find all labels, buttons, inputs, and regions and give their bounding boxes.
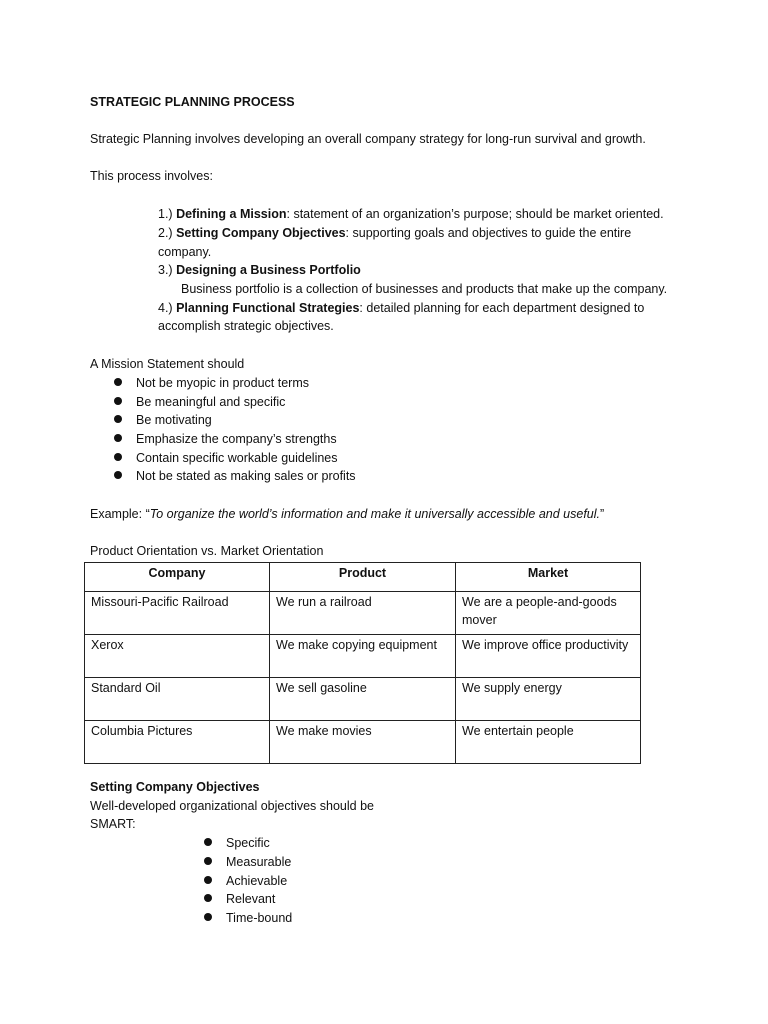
market-cell: We entertain people: [456, 721, 641, 764]
table-row: [85, 635, 641, 678]
bullet-icon: [204, 857, 212, 865]
smart-item: Specific: [226, 836, 270, 850]
bullet-icon: [114, 397, 122, 405]
mission-item: Emphasize the company’s strengths: [136, 432, 337, 446]
smart-item: Achievable: [226, 874, 288, 888]
step-3-description: Business portfolio is a collection of businesses and products that make up the company.: [181, 282, 668, 296]
step-2: 2.) Setting Company Objectives: supporting goals and objectives to guide the entire: [158, 226, 632, 240]
bullet-icon: [114, 378, 122, 386]
company-cell: Missouri-Pacific Railroad: [85, 592, 270, 635]
mission-item: Not be stated as making sales or profits: [136, 469, 356, 483]
smart-item: Measurable: [226, 855, 292, 869]
column-header-product: Product: [270, 563, 456, 592]
market-cell: We improve office productivity: [456, 635, 641, 678]
mission-item: Not be myopic in product terms: [136, 376, 309, 390]
objectives-line-1: Well-developed organizational objectives should be: [90, 799, 374, 813]
market-cell: We are a people-and-goods mover: [456, 592, 641, 635]
column-header-market: Market: [456, 563, 641, 592]
mission-item: Be meaningful and specific: [136, 395, 286, 409]
objectives-heading: Setting Company Objectives: [90, 780, 260, 794]
bullet-icon: [204, 876, 212, 884]
table-row: [85, 592, 641, 635]
step-1: 1.) Defining a Mission: statement of an organization’s purpose; should be market oriented.: [158, 207, 664, 221]
smart-item: Relevant: [226, 892, 276, 906]
table-header-row: [85, 563, 641, 592]
bullet-icon: [204, 894, 212, 902]
mission-lead: A Mission Statement should: [90, 357, 245, 371]
step-4-continuation: accomplish strategic objectives.: [158, 319, 334, 333]
bullet-icon: [114, 453, 122, 461]
objectives-line-2: SMART:: [90, 817, 136, 831]
company-cell: Xerox: [85, 635, 270, 678]
example-line: Example: “To organize the world’s information and make it universally accessible and useful.”: [90, 507, 605, 521]
step-3: 3.) Designing a Business Portfolio: [158, 263, 361, 277]
column-header-company: Company: [85, 563, 270, 592]
company-cell: Columbia Pictures: [85, 721, 270, 764]
table-row: [85, 678, 641, 721]
bullet-icon: [204, 913, 212, 921]
company-cell: Standard Oil: [85, 678, 270, 721]
product-cell: We sell gasoline: [270, 678, 456, 721]
product-cell: We make movies: [270, 721, 456, 764]
intro-paragraph: Strategic Planning involves developing an overall company strategy for long-run survival and growth.: [90, 132, 646, 146]
orientation-table: [84, 562, 641, 764]
product-cell: We run a railroad: [270, 592, 456, 635]
step-2-continuation: company.: [158, 245, 212, 259]
table-caption: Product Orientation vs. Market Orientation: [90, 544, 324, 558]
smart-item: Time-bound: [226, 911, 293, 925]
bullet-icon: [114, 471, 122, 479]
table-row: [85, 721, 641, 764]
bullet-icon: [204, 838, 212, 846]
mission-item: Contain specific workable guidelines: [136, 451, 338, 465]
process-lead: This process involves:: [90, 169, 213, 183]
document-title: STRATEGIC PLANNING PROCESS: [90, 95, 295, 109]
step-4: 4.) Planning Functional Strategies: detailed planning for each department designed to: [158, 301, 645, 315]
mission-item: Be motivating: [136, 413, 212, 427]
bullet-icon: [114, 434, 122, 442]
bullet-icon: [114, 415, 122, 423]
market-cell: We supply energy: [456, 678, 641, 721]
product-cell: We make copying equipment: [270, 635, 456, 678]
